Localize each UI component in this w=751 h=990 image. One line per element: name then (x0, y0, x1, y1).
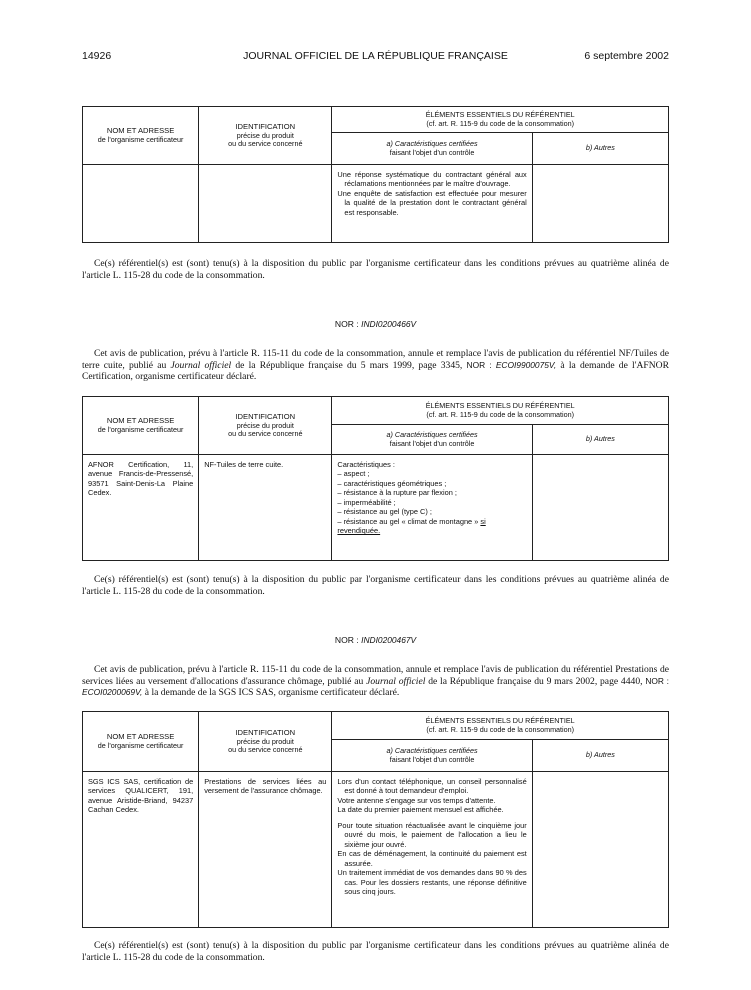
header-autres: b) Autres (532, 740, 668, 772)
list-item: – caractéristiques géométriques ; (337, 478, 447, 488)
list-item: Une enquête de satisfaction est effectuée pour mesurer la qualité de la prestation dont le contractant général est responsable. (337, 188, 527, 217)
autres-cell (532, 165, 668, 243)
referentiel-table-2 (82, 396, 669, 561)
autres-cell (532, 772, 668, 928)
closing-note-1: Ce(s) référentiel(s) est (sont) tenu(s) à la disposition du public par l'organisme certificateur dans les conditions prévues au quatrième alinéa de l'article L. 115-28 du code de la consommation. (82, 258, 669, 281)
list-item: Pour toute situation réactualisée avant le cinquième jour ouvré du mois, le paiement de l'allocation a lieu le sixième jour ouvré. (337, 820, 527, 849)
identification-cell (199, 455, 332, 561)
autres-cell (532, 455, 668, 561)
organisme-cell (83, 455, 199, 561)
header-identification: IDENTIFICATION précise du produit ou du service concerné (199, 712, 332, 772)
header-elements-essentiels: ÉLÉMENTS ESSENTIELS DU RÉFÉRENTIEL (cf. art. R. 115-9 du code de la consommation) (332, 712, 669, 740)
header-organisme: NOM ET ADRESSE de l'organisme certificateur (83, 107, 199, 165)
closing-note-2: Ce(s) référentiel(s) est (sont) tenu(s) à la disposition du public par l'organisme certificateur dans les conditions prévues au quatrième alinéa de l'article L. 115-28 du code de la consommation. (82, 574, 669, 597)
header-identification: IDENTIFICATION précise du produit ou du service concerné (199, 107, 332, 165)
closing-note-3: Ce(s) référentiel(s) est (sont) tenu(s) à la disposition du public par l'organisme certificateur dans les conditions prévues au quatrième alinéa de l'article L. 115-28 du code de la consommation. (82, 940, 669, 963)
journal-title: JOURNAL OFFICIEL DE LA RÉPUBLIQUE FRANÇAISE (243, 50, 508, 62)
service-identification: Prestations de services liées au versement de l'assurance chômage. (204, 777, 327, 796)
organisme-cell (83, 772, 199, 928)
header-elements-essentiels: ÉLÉMENTS ESSENTIELS DU RÉFÉRENTIEL (cf. art. R. 115-9 du code de la consommation) (332, 107, 669, 133)
list-item: En cas de déménagement, la continuité du paiement est assurée. (337, 849, 527, 868)
header-autres: b) Autres (532, 425, 668, 455)
header-caracteristiques: a) Caractéristiques certifiées faisant l'objet d'un contrôle (332, 740, 532, 772)
organisme-address: AFNOR Certification, 11, avenue Francis-de-Pressensé, 93571 Saint-Denis-La Plaine Cedex. (88, 460, 194, 498)
list-item: La date du premier paiement mensuel est affichée. (337, 805, 504, 815)
caracteristiques-cell (332, 455, 532, 561)
caracteristiques-cell (332, 772, 532, 928)
list-item: Une réponse systématique du contractant général aux réclamations mentionnées par le maître d'ouvrage. (337, 170, 527, 189)
list-item: – résistance au gel (type C) ; (337, 507, 432, 517)
caracteristiques-cell (332, 165, 532, 243)
header-organisme: NOM ET ADRESSE de l'organisme certificateur (83, 397, 199, 455)
referentiel-table-3 (82, 711, 669, 928)
header-caracteristiques: a) Caractéristiques certifiées faisant l'objet d'un contrôle (332, 425, 532, 455)
list-item: – aspect ; (337, 469, 370, 479)
publication-date: 6 septembre 2002 (584, 50, 669, 62)
identification-cell (199, 772, 332, 928)
header-autres: b) Autres (532, 133, 668, 165)
header-elements-essentiels: ÉLÉMENTS ESSENTIELS DU RÉFÉRENTIEL (cf. art. R. 115-9 du code de la consommation) (332, 397, 669, 425)
page-header (82, 50, 669, 64)
identification-cell (199, 165, 332, 243)
referentiel-table-1 (82, 106, 669, 243)
organisme-address: SGS ICS SAS, certification de services QUALICERT, 191, avenue Aristide-Briand, 94237 Cachan Cedex. (88, 777, 194, 815)
list-item: Votre antenne s'engage sur vos temps d'attente. (337, 795, 496, 805)
product-identification: NF-Tuiles de terre cuite. (204, 460, 284, 469)
nor-reference-3: NOR : INDI0200467V (334, 635, 417, 645)
organisme-cell (83, 165, 199, 243)
list-item: Un traitement immédiat de vos demandes dans 90 % des cas. Pour les dossiers restants, une réponse définitive sous cinq jours. (337, 868, 527, 897)
header-organisme: NOM ET ADRESSE de l'organisme certificateur (83, 712, 199, 772)
page-number: 14926 (82, 50, 112, 62)
header-caracteristiques: a) Caractéristiques certifiées faisant l'objet d'un contrôle (332, 133, 532, 165)
list-item: – imperméabilité ; (337, 497, 396, 507)
notice-paragraph-3: Cet avis de publication, prévu à l'article R. 115-11 du code de la consommation, annule et remplace l'avis de publication du référentiel Prestations de services liées au versement d'allocations d'assurance chômage, publié au Journal officiel de la République française du 9 mars 2002, page 4440, NOR : ECOI0200069V, à la demande de la SGS ICS SAS, organisme certificateur déclaré. (82, 664, 669, 698)
list-item: – résistance à la rupture par flexion ; (337, 488, 457, 498)
nor-reference-2: NOR : INDI0200466V (334, 319, 417, 329)
caracteristiques-title: Caractéristiques : (337, 460, 395, 469)
header-identification: IDENTIFICATION précise du produit ou du service concerné (199, 397, 332, 455)
notice-paragraph-2: Cet avis de publication, prévu à l'article R. 115-11 du code de la consommation, annule et remplace l'avis de publication du référentiel NF/Tuiles de terre cuite, publié au Journal officiel de la République française du 5 mars 1999, page 3345, NOR : ECOI9900075V, à la demande de l'AFNOR Certification, organisme certificateur déclaré. (82, 348, 669, 382)
list-item: – résistance au gel « climat de montagne » si revendiquée. (337, 516, 486, 536)
list-item: Lors d'un contact téléphonique, un conseil personnalisé est donné à tout demandeur d'emploi. (337, 777, 527, 796)
